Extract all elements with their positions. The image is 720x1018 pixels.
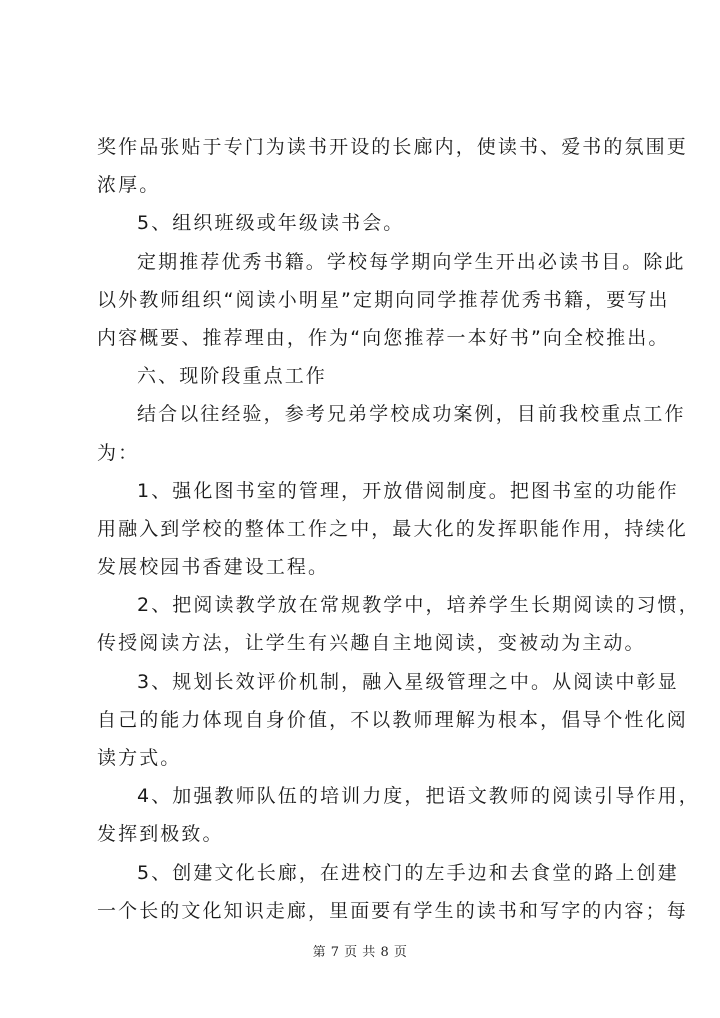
list-item-2: 2、把阅读教学放在常规教学中，培养学生长期阅读的习惯， xyxy=(137,594,700,617)
text-line: 一个长的文化知识走廊，里面要有学生的读书和写字的内容；每 xyxy=(97,899,688,922)
text-line: 浓厚。 xyxy=(97,174,161,197)
text-line: 传授阅读方法，让学生有兴趣自主地阅读，变被动为主动。 xyxy=(97,632,646,655)
text-line: 读方式。 xyxy=(97,747,182,769)
text-line: 以外教师组织“阅读小明星”定期向同学推荐优秀书籍，要写出 xyxy=(97,288,670,311)
text-line: 结合以往经验，参考兄弟学校成功案例，目前我校重点工作 xyxy=(137,403,686,426)
text-line: 发挥到极致。 xyxy=(97,823,224,846)
page-number-footer: 第 7 页 共 8 页 xyxy=(312,945,408,960)
list-heading-5-reading-club: 5、组织班级或年级读书会。 xyxy=(137,212,405,235)
list-item-4: 4、加强教师队伍的培训力度，把语文教师的阅读引导作用， xyxy=(137,785,700,808)
list-item-1: 1、强化图书室的管理，开放借阅制度。把图书室的功能作 xyxy=(137,479,679,502)
text-line: 内容概要、推荐理由，作为“向您推荐一本好书”向全校推出。 xyxy=(97,326,670,349)
list-item-3: 3、规划长效评价机制，融入星级管理之中。从阅读中彰显 xyxy=(137,670,679,693)
text-line: 自己的能力体现自身价值，不以教师理解为根本，倡导个性化阅 xyxy=(97,708,688,731)
text-line: 为： xyxy=(97,441,140,464)
text-line: 用融入到学校的整体工作之中，最大化的发挥职能作用，持续化 xyxy=(97,517,688,540)
list-item-5: 5、创建文化长廊，在进校门的左手边和去食堂的路上创建 xyxy=(137,861,679,884)
text-line: 发展校园书香建设工程。 xyxy=(97,556,330,579)
text-line: 定期推荐优秀书籍。学校每学期向学生开出必读书目。除此 xyxy=(137,250,686,273)
document-body xyxy=(97,128,700,930)
body-text xyxy=(97,128,700,930)
text-line: 奖作品张贴于专门为读书开设的长廊内，使读书、爱书的氛围更 xyxy=(97,136,688,158)
section-heading-6: 六、现阶段重点工作 xyxy=(137,365,327,388)
